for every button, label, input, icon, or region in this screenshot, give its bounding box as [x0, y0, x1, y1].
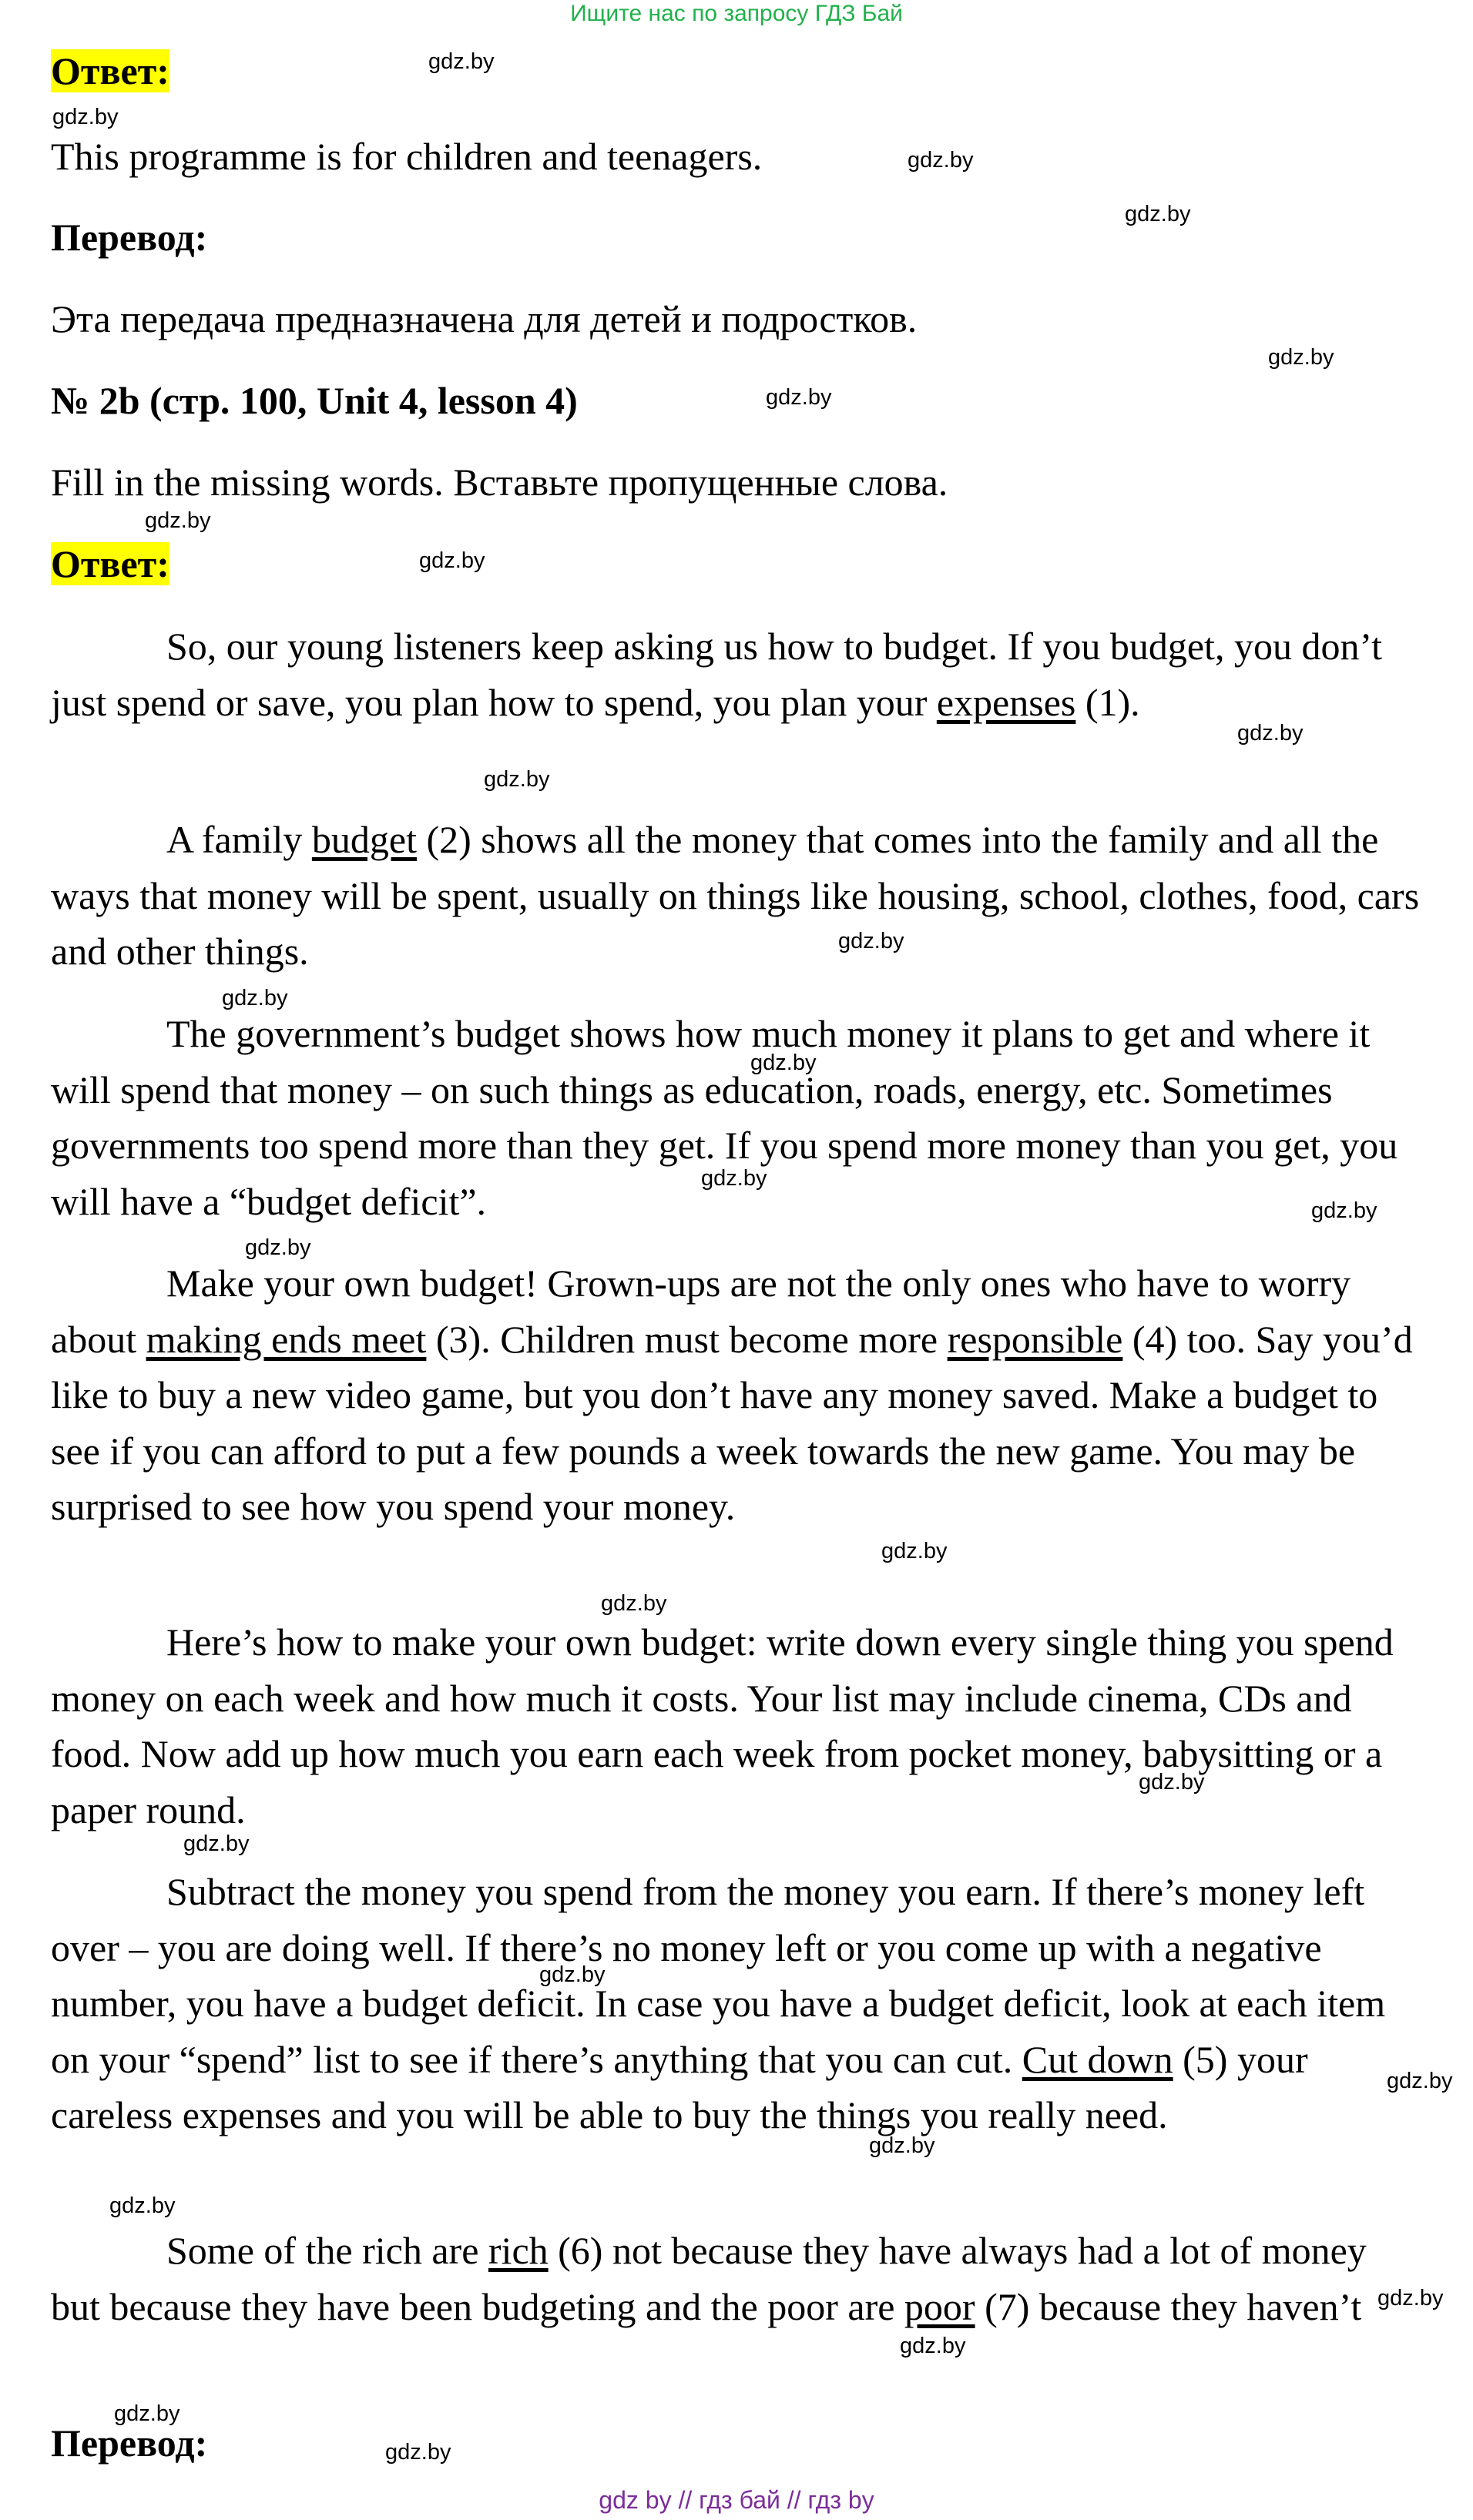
- watermark: gdz.by: [385, 2440, 451, 2465]
- watermark: gdz.by: [1139, 1770, 1205, 1794]
- answer-text: This programme is for children and teenagers.: [51, 135, 763, 178]
- watermark: gdz.by: [908, 148, 974, 173]
- answer-word: budget: [311, 818, 417, 861]
- watermark: gdz.by: [245, 1235, 311, 1260]
- task-heading: № 2b (стр. 100, Unit 4, lesson 4): [51, 379, 578, 422]
- answer-word: rich: [488, 2229, 549, 2272]
- site-footer: gdz by // гдз бай // гдз by: [599, 2486, 874, 2514]
- answer-word: Cut down: [1022, 2037, 1173, 2081]
- watermark: gdz.by: [766, 385, 832, 410]
- watermark: gdz.by: [1125, 202, 1191, 226]
- answer-word: responsible: [947, 1317, 1123, 1361]
- watermark: gdz.by: [145, 508, 211, 533]
- watermark: gdz.by: [484, 767, 550, 792]
- watermark: gdz.by: [1377, 2286, 1444, 2311]
- paragraph-1: So, our young listeners keep asking us how to budget. If you budget, you don’t just spend or save, you plan how to spend, you plan your expenses (1).: [51, 625, 1383, 724]
- translation-heading: Перевод:: [51, 216, 208, 259]
- watermark: gdz.by: [1311, 1198, 1377, 1223]
- paragraph-3: The government’s budget shows how much money it plans to get and where it will spend that money – on such things as education, roads, energy, etc. Sometimes governments too spend more than they get. If you spend more money than you get, you will have a “budget deficit”.: [51, 1012, 1398, 1223]
- answer-word: poor: [904, 2284, 975, 2328]
- watermark: gdz.by: [900, 2334, 966, 2358]
- paragraph-6: Subtract the money you spend from the money you earn. If there’s money left over – you are doing well. If there’s no money left or you come up with a negative number, you have a budget deficit. In case you have a budget deficit, look at each item on your “spend” list to see if there’s anything that you can cut. Cut down (5) your careless expenses and you will be able to buy the things you really need.: [51, 1870, 1386, 2136]
- translation-text: Эта передача предназначена для детей и подростков.: [51, 297, 918, 340]
- watermark: gdz.by: [1387, 2069, 1453, 2093]
- watermark: gdz.by: [701, 1166, 767, 1191]
- watermark: gdz.by: [114, 2401, 180, 2426]
- watermark: gdz.by: [539, 1962, 606, 1987]
- watermark: gdz.by: [183, 1831, 250, 1856]
- watermark: gdz.by: [109, 2193, 176, 2218]
- watermark: gdz.by: [838, 929, 904, 953]
- answer-word: expenses: [936, 680, 1076, 724]
- answer-heading: [51, 48, 169, 94]
- watermark: gdz.by: [869, 2133, 935, 2158]
- answer-heading: [51, 541, 169, 587]
- answer-word: making ends meet: [146, 1317, 427, 1361]
- paragraph-2: A family budget (2) shows all the money that comes into the family and all the ways that money will be spent, usually on things like housing, school, clothes, food, cars and other things.: [51, 818, 1420, 973]
- watermark: gdz.by: [428, 49, 495, 74]
- watermark: gdz.by: [881, 1539, 948, 1563]
- watermark: gdz.by: [52, 105, 119, 129]
- answer-highlight: Ответ:: [51, 49, 169, 92]
- answer-highlight: Ответ:: [51, 542, 169, 585]
- translation-heading: Перевод:: [51, 2421, 208, 2465]
- paragraph-4: Make your own budget! Grown-ups are not the only ones who have to worry about making ends meet (3). Children must become more responsible (4) too. Say you’d like to buy a new video game, but you don’t have any money saved. Make a budget to see if you can afford to put a few pounds a week towards the new game. You may be surprised to see how you spend your money.: [51, 1262, 1413, 1528]
- site-banner: Ищите нас по запросу ГДЗ Бай: [570, 1, 903, 26]
- watermark: gdz.by: [601, 1591, 667, 1616]
- watermark: gdz.by: [1268, 345, 1334, 370]
- watermark: gdz.by: [222, 986, 288, 1010]
- task-instruction: Fill in the missing words. Вставьте пропущенные слова.: [51, 461, 948, 504]
- watermark: gdz.by: [1237, 721, 1304, 746]
- paragraph-5: Here’s how to make your own budget: write down every single thing you spend money on each week and how much it costs. Your list may include cinema, CDs and food. Now add up how much you earn each week from pocket money, babysitting or a paper round.: [51, 1620, 1394, 1831]
- paragraph-7: Some of the rich are rich (6) not because they have always had a lot of money but because they have been budgeting and the poor are poor (7) because they haven’t: [51, 2229, 1367, 2328]
- watermark: gdz.by: [750, 1051, 817, 1075]
- watermark: gdz.by: [419, 548, 485, 573]
